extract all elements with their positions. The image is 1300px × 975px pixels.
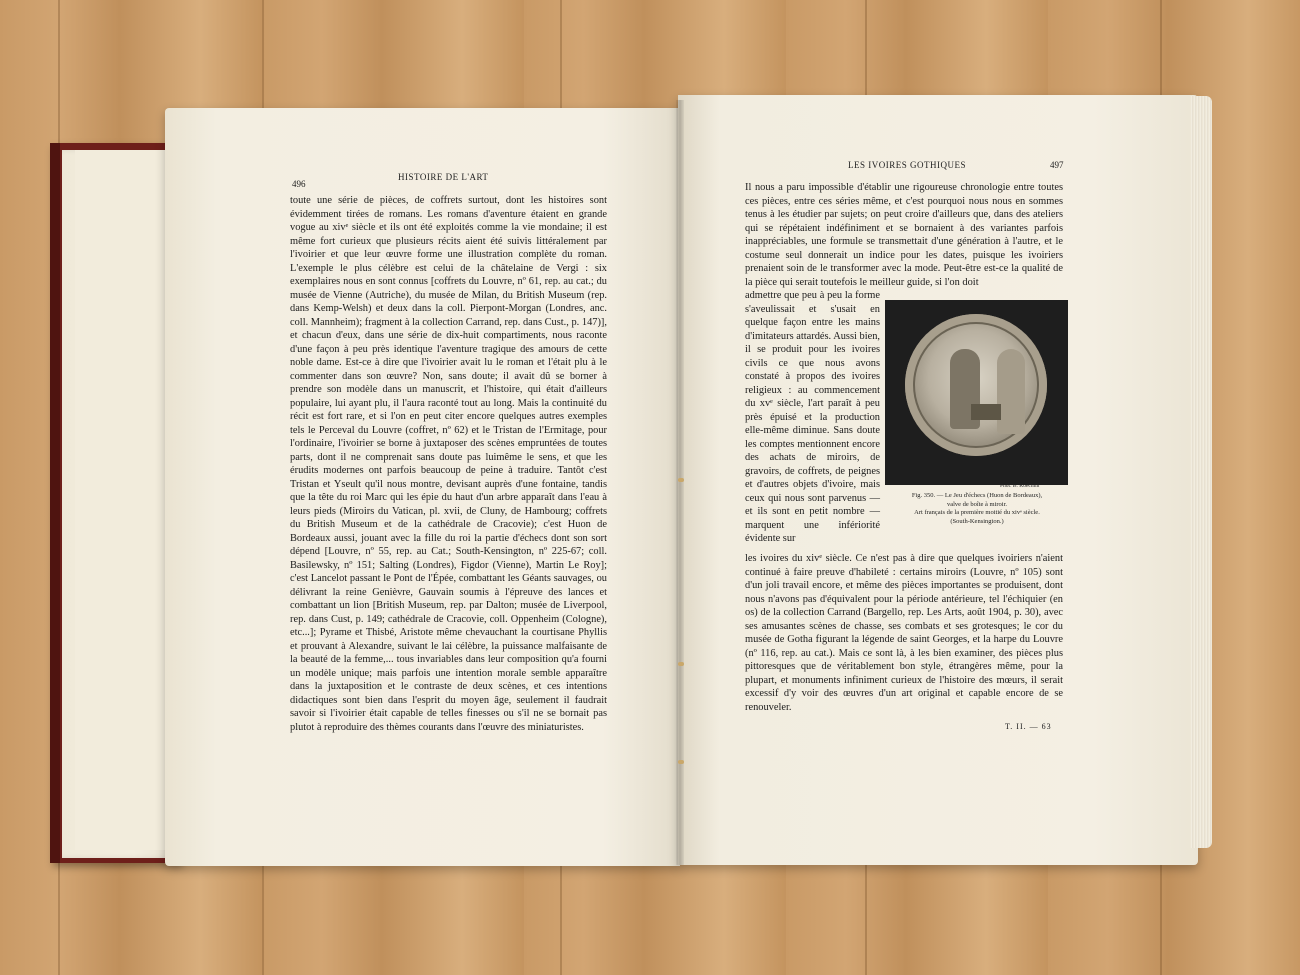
right-page-number: 497: [1050, 160, 1064, 170]
flyleaf: [75, 150, 175, 850]
chessboard: [971, 404, 1001, 420]
right-body-text-wrap: admettre que peu à peu la forme s'aveulissait et s'usait en quelque façon entre les mains d'imitateurs attardés. Aussi bien, il se produit pour les ivoires civils ce que nous avons constaté à propos des ivoires religieux : au commencement du xvᵉ siècle, l'art paraît à peu près épuisé et la production elle-même diminue. Sans doute les comptes mentionnent encore des achats de miroirs, de gravoirs, de coffrets, de peignes et d'autres objets d'ivoire, mais ceux qui nous sont parvenus — et ils sont en petit nombre — marquent une infériorité évidente sur: [745, 290, 880, 544]
left-body-text: toute une série de pièces, de coffrets surtout, dont les histoires sont évidemment tirées de romans. Les romans d'aventure étaient en grande vogue au xivᵉ siècle et ils ont été exploités comme la vie mondaine; il est même fort curieux que plusieurs récits aient été suivis littéralement par l'ivoirier et que leur œuvre forme une illustration complète du roman. L'exemple le plus célèbre est celui de la châtelaine de Vergi : six exemplaires nous en sont connus [coffrets du Louvre, nº 61, rep. au cat.; du musée de Vienne (Autriche), du musée de Milan, du British Museum (rep. dans Kemp-Welsh) et deux dans la coll. Pierpont-Morgan (Londres, anc. coll. Mannheim); fragment à la collection Carrand, rep. dans Cust., p. 147)], et chacun d'eux, dans une série de dix-huit compartiments, nous raconte d'une façon à peu près identique l'aventure tragique des amours de cette noble dame. Est-ce à dire que l'ivoirier avait lu le roman et l'était plu à le commenter dans son œuvre? Non, sans doute; il avait dû se borner à prendre son modèle dans un manuscrit, et l'histoire, qui était d'ailleurs populaire, lui ayant plu, il l'aura raconté tout au long. Mais la continuité du récit est fort rare, et si l'on en peut citer encore quelques autres exemples tels le Perceval du Louvre (coffret, nº 62) et le Tristan de l'Ermitage, pour l'ordinaire, l'ivoirier se borne à juxtaposer des scènes empruntées de toutes parts, dont il ne comprenait sans doute pas luimême le sens, et que les érudits modernes ont parfois beaucoup de peine à traduire. Tantôt c'est Tristan et Yseult qu'il nous montre, devisant auprès d'une fontaine, tandis que la tête du roi Marc qui les épie du haut d'un arbre apparaît dans l'eau à leurs pieds (Miroirs du Vatican, pl. xvii, de Cluny, de Hambourg; coffrets du British Museum et de la cathédrale de Cracovie); c'est Huon de Bordeaux aussi, jouant avec la fille du roi la partie d'échecs dont son sort dépend [Louvre, nº 55, rep. au Cat.; South-Kensington, nº 225-67; coll. Basilewsky, nº 151; Salting (Londres), Figdor (Vienne), Martin Le Roy]; c'est Lancelot passant le Pont de l'Épée, combattant les Géants sauvages, ou délivrant la reine Genièvre, Gauvain soumis à l'épreuve des lances et combattant un lion [British Museum, rep. par Dalton; musée de Liverpool, rep. dans Cust, p. 149; cathédrale de Cracovie, coll. Oppenheim (Cologne), etc...]; Pyrame et Thisbé, Aristote même chevauchant la courtisane Phyllis et prouvant à Alexandre, suivant le lai célèbre, la puissance malfaisante de la beauté de la femme,... tous invariables dans leur composition qu'a fourni un modèle unique; mais parfois une intention morale semble apparaître dans la juxtaposition et le contraste de deux scènes, et ces intentions didactiques sont bien dans l'esprit du moyen âge, seulement il faudrait savoir si l'ivoirier était capable de telles finesses ou s'il ne se bornait pas plutot à reproduire des thèmes courants dans l'œuvre des miniaturistes.: [290, 195, 607, 733]
photo-credit: Phot. B. Koechlin: [1000, 483, 1040, 489]
ivory-mirror-photo: [885, 300, 1068, 485]
left-running-header: HISTOIRE DE L'ART: [398, 172, 489, 182]
right-running-header: LES IVOIRES GOTHIQUES: [848, 160, 966, 170]
binding-stitch: [678, 478, 684, 482]
right-body-text-bottom: les ivoires du xivᵉ siècle. Ce n'est pas à dire que quelques ivoiriers n'aient continué à faire preuve d'habileté : certains miroirs (Louvre, nº 105) sont d'un joli travail encore, et même des pièces importantes se produisent, dont nous n'avons pas d'équivalent pour la période antérieure, tel l'échiquier (en os) de la collection Carrand (Bargello, rep. Les Arts, août 1904, p. 30), avec ses amusantes scènes de chasse, ses combats et ses grotesques; le cor du musée de Gotha figurant la légende de saint Georges, et la harpe du Louvre (nº 116, rep. au cat.). Mais ce sont là, à les bien examiner, des pièces plus pittoresques que de véritablement bon style, étrangères même, pour la plupart, et monuments infiniment curieux de l'histoire des mœurs, il serait excessif d'y voir des œuvres d'un art original et capable encore de se renouveler.: [745, 553, 1063, 713]
book-spine: [50, 143, 60, 863]
left-page-number: 496: [292, 179, 306, 189]
binding-stitch: [678, 662, 684, 666]
ivory-medallion: [905, 314, 1047, 456]
book-gutter: [676, 100, 684, 865]
right-body-text-top: Il nous a paru impossible d'établir une rigoureuse chronologie entre toutes ces pièces, entre ces séries même, et c'est pourquoi nous nous en sommes tenus à les étudier par sujets; on peut croire d'ailleurs que, dans des ateliers qui se répétaient indéfiniment et se bornaient à des variantes parfois inappréciables, une formule se transmettait d'une génération à l'autre, et le costume seul donnerait un indice pour les dates, puisque les ivoiriers prenaient soin de le transformer avec la mode. Peut-être est-ce la qualité de la pièce qui serait toutefois le meilleur guide, si l'on doit: [745, 182, 1063, 288]
carved-figure-right: [997, 349, 1025, 434]
page-edges: [1190, 96, 1212, 848]
figure-caption: Fig. 350. — Le Jeu d'échecs (Huon de Bordeaux), valve de boîte à miroir. Art français de la première moitié du xivᵉ siècle. (South-Kensington.): [911, 492, 1043, 525]
binding-stitch: [678, 760, 684, 764]
signature-mark: T. II. — 63: [1005, 722, 1052, 731]
